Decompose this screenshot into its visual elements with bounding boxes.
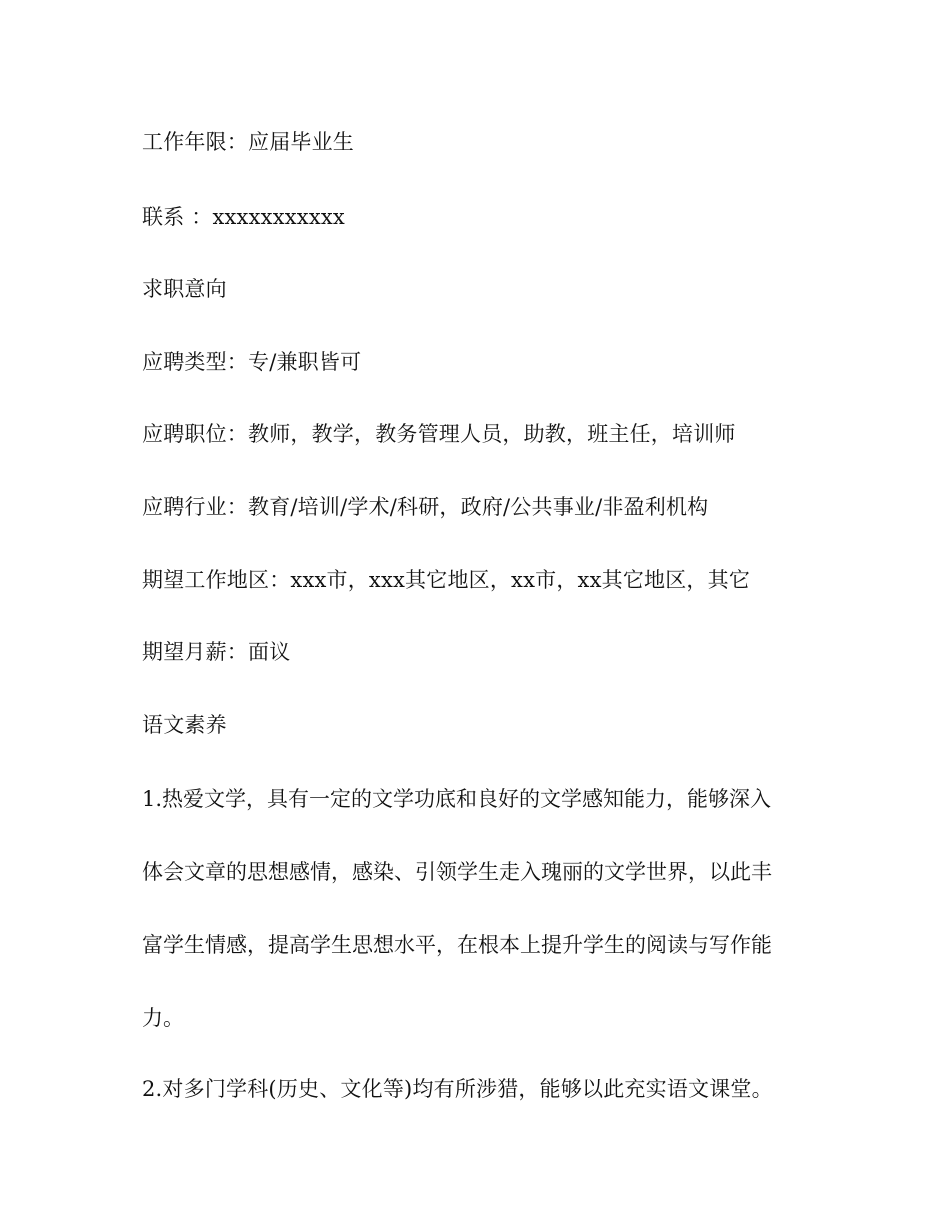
literacy-item-1-line: 1.热爱文学，具有一定的文学功底和良好的文学感知能力，能够深入: [142, 787, 772, 811]
literacy-item-1-line: 富学生情感，提高学生思想水平，在根本上提升学生的阅读与写作能: [142, 933, 772, 957]
literacy-item-1: [142, 763, 802, 1055]
job-region-line: 期望工作地区：xxx市，xxx其它地区，xx市，xx其它地区，其它: [142, 568, 751, 592]
section-heading-intent: 求职意向: [142, 277, 227, 301]
salary-line: 期望月薪：面议: [142, 640, 291, 664]
literacy-item-2: 2.对多门学科(历史、文化等)均有所涉猎，能够以此充实语文课堂。: [142, 1077, 773, 1101]
work-years-line: 工作年限：应届毕业生: [142, 130, 354, 154]
contact-line: 联系 ：xxxxxxxxxxx: [142, 205, 345, 229]
literacy-item-1-line: 力。: [142, 1006, 184, 1030]
section-heading-literacy: 语文素养: [142, 713, 227, 737]
job-position-line: 应聘职位：教师，教学，教务管理人员，助教，班主任，培训师: [142, 422, 736, 446]
job-type-line: 应聘类型：专/兼职皆可: [142, 350, 362, 374]
job-industry-line: 应聘行业：教育/培训/学术/科研，政府/公共事业/非盈利机构: [142, 495, 709, 519]
literacy-item-1-line: 体会文章的思想感情，感染、引领学生走入瑰丽的文学世界，以此丰: [142, 860, 772, 884]
